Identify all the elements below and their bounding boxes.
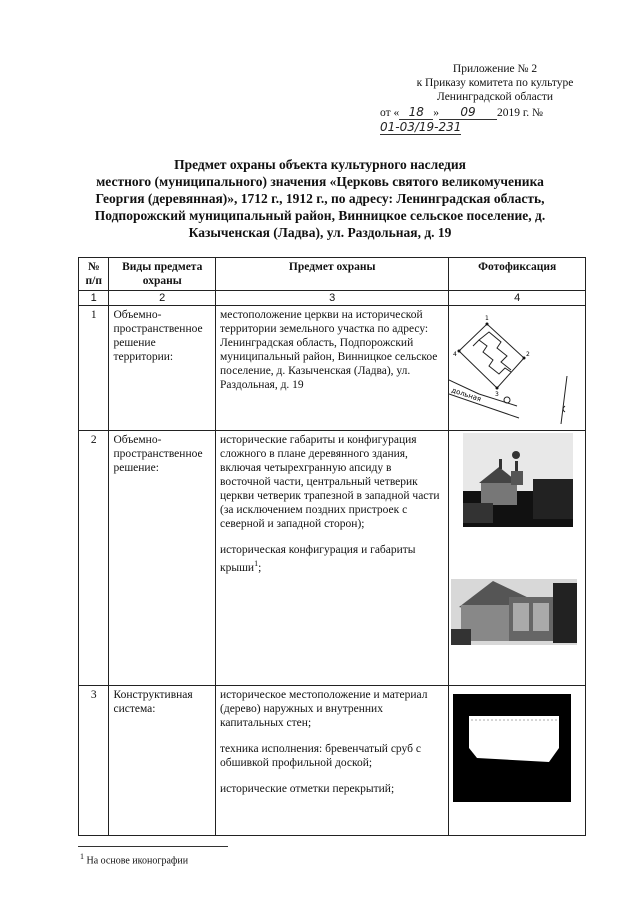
row-type: Объемно-пространственное решение: [109,431,216,686]
row-photo [449,306,586,431]
table-row [79,431,586,686]
column-number-row: 1 2 3 4 [79,291,586,306]
date-month: 09 [439,105,497,120]
row-type: Объемно-пространственное решение территории: [109,306,216,431]
row-subject: историческое местоположение и материал (дерево) наружных и внутренних капитальных стен; техника исполнения: бревенчатый сруб с обшивкой профильной доской; исторические отметки перекрытий; [216,686,449,836]
footnote-ref: 1 [254,559,259,568]
row-subject: исторические габариты и конфигурация сложного в плане деревянного здания, включая четырехгранную апсиду в восточной части, центральный четверик церкви четверик трапезной в западной части (за исключением поздних пристроек с северной и западной сторон); историческая конфигурация и габариты крыши$^1$; [216,431,449,686]
header-photo: Фотофиксация [449,258,586,291]
plan-point-2: 2 [526,351,531,358]
church-photos [449,431,577,681]
footnote: $^1$ На основе иконографии [80,852,189,867]
interior-photo [449,686,577,804]
table-header-row [79,258,586,291]
order-number: 01-03/19-231 [380,120,462,134]
header-subject: Предмет охраны [216,258,449,291]
row-photo [449,686,586,836]
plan-point-4: 4 [453,351,458,358]
protection-table [78,257,586,836]
appendix-order: к Приказу комитета по культуре [416,77,574,89]
row-number: 1 [79,306,109,431]
plan-point-1: 1 [485,315,490,322]
appendix-region: Ленинградской области [436,91,554,103]
appendix-number: Приложение № 2 [452,63,538,75]
table-row [79,686,586,836]
site-plan-image [449,306,577,426]
table-row [79,306,586,431]
row-type: Конструктивная система: [109,686,216,836]
row-photo [449,431,586,686]
street-label: дольная [450,386,483,404]
header-num: № п/п [79,258,109,291]
row-number: 3 [79,686,109,836]
document-title: Предмет охраны объекта культурного наследия местного (муниципального) значения «Церковь святого великомученика Георгия (деревянная)», 1712 г., 1912 г., по адресу: Ленинградская область, Подпорожский муниципальный район, Винницкое сельское поселение, д. Казыченская (Ладва), ул. Раздольная, д. 19 [94,157,546,240]
header-type: Виды предмета охраны [109,258,216,291]
appendix-header [380,62,610,135]
row-subject: местоположение церкви на исторической территории земельного участка по адресу: Ленинградская область, Подпорожский муниципальный район, Винницкое сельское поселение, д. Казыченская (Ладва), ул. Раздольная, д. 19 [216,306,449,431]
plan-point-3: 3 [495,391,500,398]
date-day: 18 [399,105,433,120]
appendix-date: от « 18 » 09 2019 г. №01-03/19-231 [380,105,544,134]
row-number: 2 [79,431,109,686]
footnote-divider [78,846,228,847]
